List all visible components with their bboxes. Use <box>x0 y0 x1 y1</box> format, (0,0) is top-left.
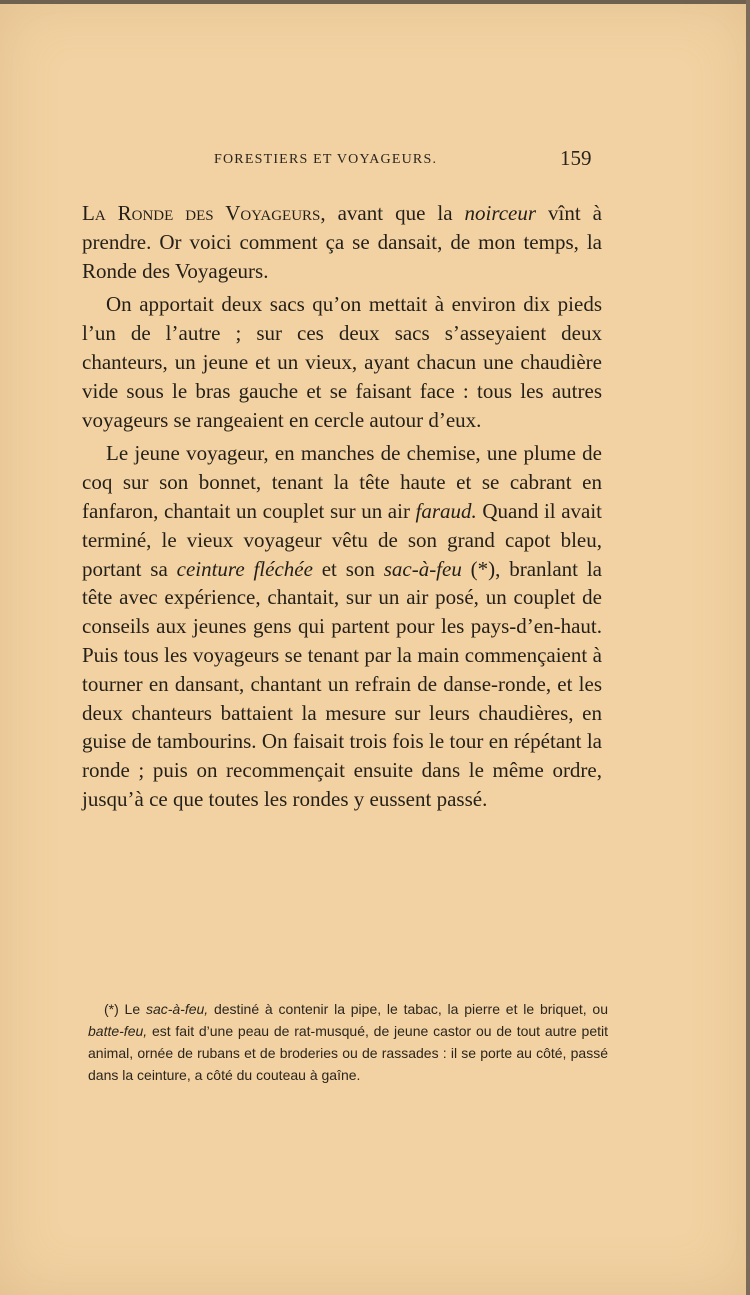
italic-word: faraud. <box>415 498 477 523</box>
text-span: (*) Le <box>104 1001 146 1017</box>
italic-word: noirceur <box>464 201 537 225</box>
italic-word: batte-feu, <box>88 1023 148 1039</box>
page-top-edge <box>0 0 750 4</box>
page-right-edge <box>746 0 750 1295</box>
smallcaps-title: La Ronde des Voyageurs <box>82 201 321 225</box>
text-span: Le jeune voyageur, en manches de chemise, une plume de coq sur son bonnet, tenant la tête haute et se cabrant en fanfaron, chantait un couplet sur un air <box>82 441 602 523</box>
text-span: Quand il avait terminé, le vieux voyageur vêtu de son grand capot bleu, portant sa <box>82 498 603 581</box>
footnote <box>88 998 608 1086</box>
text-span: et son <box>312 556 384 581</box>
text-span: est fait d’une peau de rat-musqué, de jeune castor ou de tout autre petit animal, ornée de rubans et de broderies ou de rassades : il se porte au côté, passé dans la ceinture, a côté du couteau à gaîne. <box>88 1023 608 1083</box>
text-span: destiné à contenir la pipe, le tabac, la pierre et le briquet, ou <box>208 1001 609 1017</box>
running-header <box>0 146 750 176</box>
text-span: (*), branlant la tête avec expérience, chantait, sur un air posé, un couplet de conseils aux jeunes gens qui partent pour les pays-d’en-haut. Puis tous les voyageurs se tenant par la main commençaient à tourner en dansant, chantant un refrain de danse-ronde, et les deux chanteurs battaient la mesure sur leurs chaudières, en guise de tambourins. On faisait trois fois le tour en répétant la ronde ; puis on recommençait ensuite dans le même ordre, jusqu’à ce que toutes les rondes y eussent passé. <box>82 556 602 811</box>
italic-word: sac-à-feu <box>383 556 462 581</box>
italic-word: sac-à-feu, <box>145 1001 209 1017</box>
text-span: , avant que la <box>320 201 465 225</box>
running-title: FORESTIERS ET VOYAGEURS. <box>214 152 438 167</box>
paragraph-1 <box>82 199 602 285</box>
text-span: vînt à prendre. Or voici comment ça se dansait, de mon temps, la Ronde des Voyageurs. <box>82 201 602 283</box>
paragraph-2: On apportait deux sacs qu’on mettait à environ dix pieds l’un de l’autre ; sur ces deux sacs s’asseyaient deux chanteurs, un jeune et un vieux, ayant chacun une chaudière vide sous le bras gauche et se faisant face : tous les autres voyageurs se rangeaient en cercle autour d’eux. <box>82 292 602 432</box>
page-number: 159 <box>560 146 592 170</box>
italic-phrase: ceinture fléchée <box>176 556 313 581</box>
main-text <box>82 199 602 819</box>
paragraph-3 <box>82 439 602 813</box>
